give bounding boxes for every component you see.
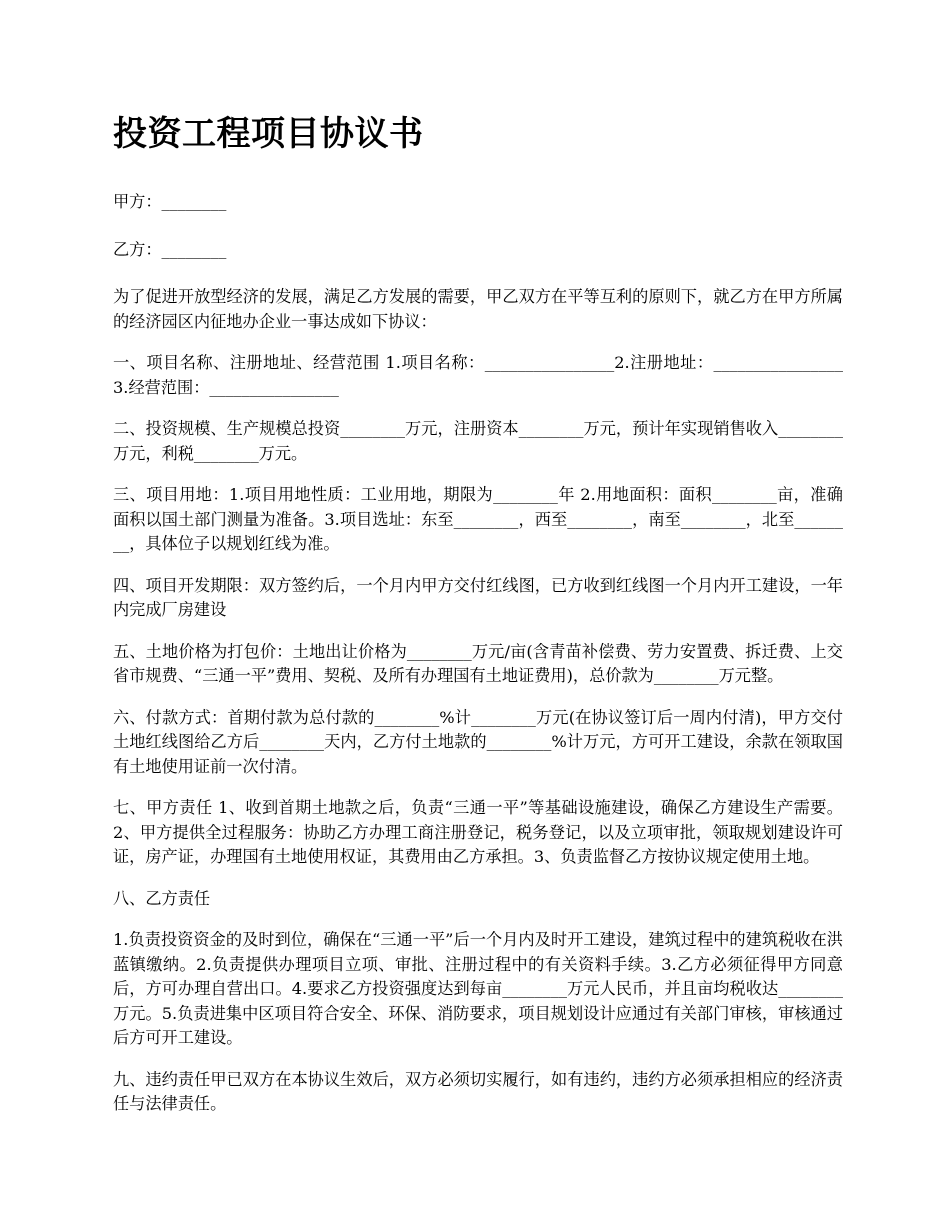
clause-5-land-price: 五、土地价格为打包价：土地出让价格为________万元/亩(含青苗补偿费、劳力安置费、拆迁费、上交省市规费、“三通一平”费用、契税、及所有办理国有土地证费用)，总价款为________万元整。: [113, 641, 843, 685]
preamble-paragraph: 为了促进开放型经济的发展，满足乙方发展的需要，甲乙双方在平等互利的原则下，就乙方在甲方所属的经济园区内征地办企业一事达成如下协议：: [113, 287, 843, 331]
clause-4-development-period: 四、项目开发期限：双方签约后，一个月内甲方交付红线图，已方收到红线图一个月内开工建设，一年内完成厂房建设: [113, 575, 843, 619]
clause-7-party-a-duties: 七、甲方责任 1、收到首期土地款之后，负责“三通一平”等基础设施建设，确保乙方建设生产需要。2、甲方提供全过程服务：协助乙方办理工商注册登记，税务登记，以及立项审批，领取规划建设许可证，房产证，办理国有土地使用权证，其费用由乙方承担。3、负责监督乙方按协议规定使用土地。: [113, 798, 843, 866]
document-page: [113, 108, 843, 1134]
clause-1-project-info: 一、项目名称、注册地址、经营范围 1.项目名称：________________2.注册地址：________________3.经营范围：________________: [113, 353, 843, 397]
document-title: 投资工程项目协议书: [113, 114, 424, 154]
clause-9-liability: 九、违约责任甲已双方在本协议生效后，双方必须切实履行，如有违约，违约方必须承担相应的经济责任与法律责任。: [113, 1069, 843, 1113]
clause-3-land-use: 三、项目用地：1.项目用地性质：工业用地，期限为________年 2.用地面积：面积________亩，准确面积以国土部门测量为准备。3.项目选址：东至________，西至________，南至________，北至________，具体位子以规划红线为准。: [113, 485, 843, 553]
party-b-line: 乙方：________: [113, 239, 227, 259]
clause-2-investment-scale: 二、投资规模、生产规模总投资________万元，注册资本________万元，预计年实现销售收入________万元，利税________万元。: [113, 419, 843, 463]
party-a-line: 甲方：________: [113, 192, 227, 211]
clause-8-heading: 八、乙方责任: [113, 888, 211, 908]
clause-8-party-b-duties: 1.负责投资资金的及时到位，确保在“三通一平”后一个月内及时开工建设，建筑过程中的建筑税收在洪蓝镇缴纳。2.负责提供办理项目立项、审批、注册过程中的有关资料手续。3.乙方必须征得甲方同意后，方可办理自营出口。4.要求乙方投资强度达到每亩________万元人民币，并且亩均税收达________万元。5.负责进集中区项目符合安全、环保、消防要求，项目规划设计应通过有关部门审核，审核通过后方可开工建设。: [113, 930, 843, 1047]
clause-6-payment-method: 六、付款方式：首期付款为总付款的________%计________万元(在协议签订后一周内付清)，甲方交付土地红线图给乙方后________天内，乙方付土地款的________%计万元，方可开工建设，余款在领取国有土地使用证前一次付清。: [113, 707, 843, 776]
